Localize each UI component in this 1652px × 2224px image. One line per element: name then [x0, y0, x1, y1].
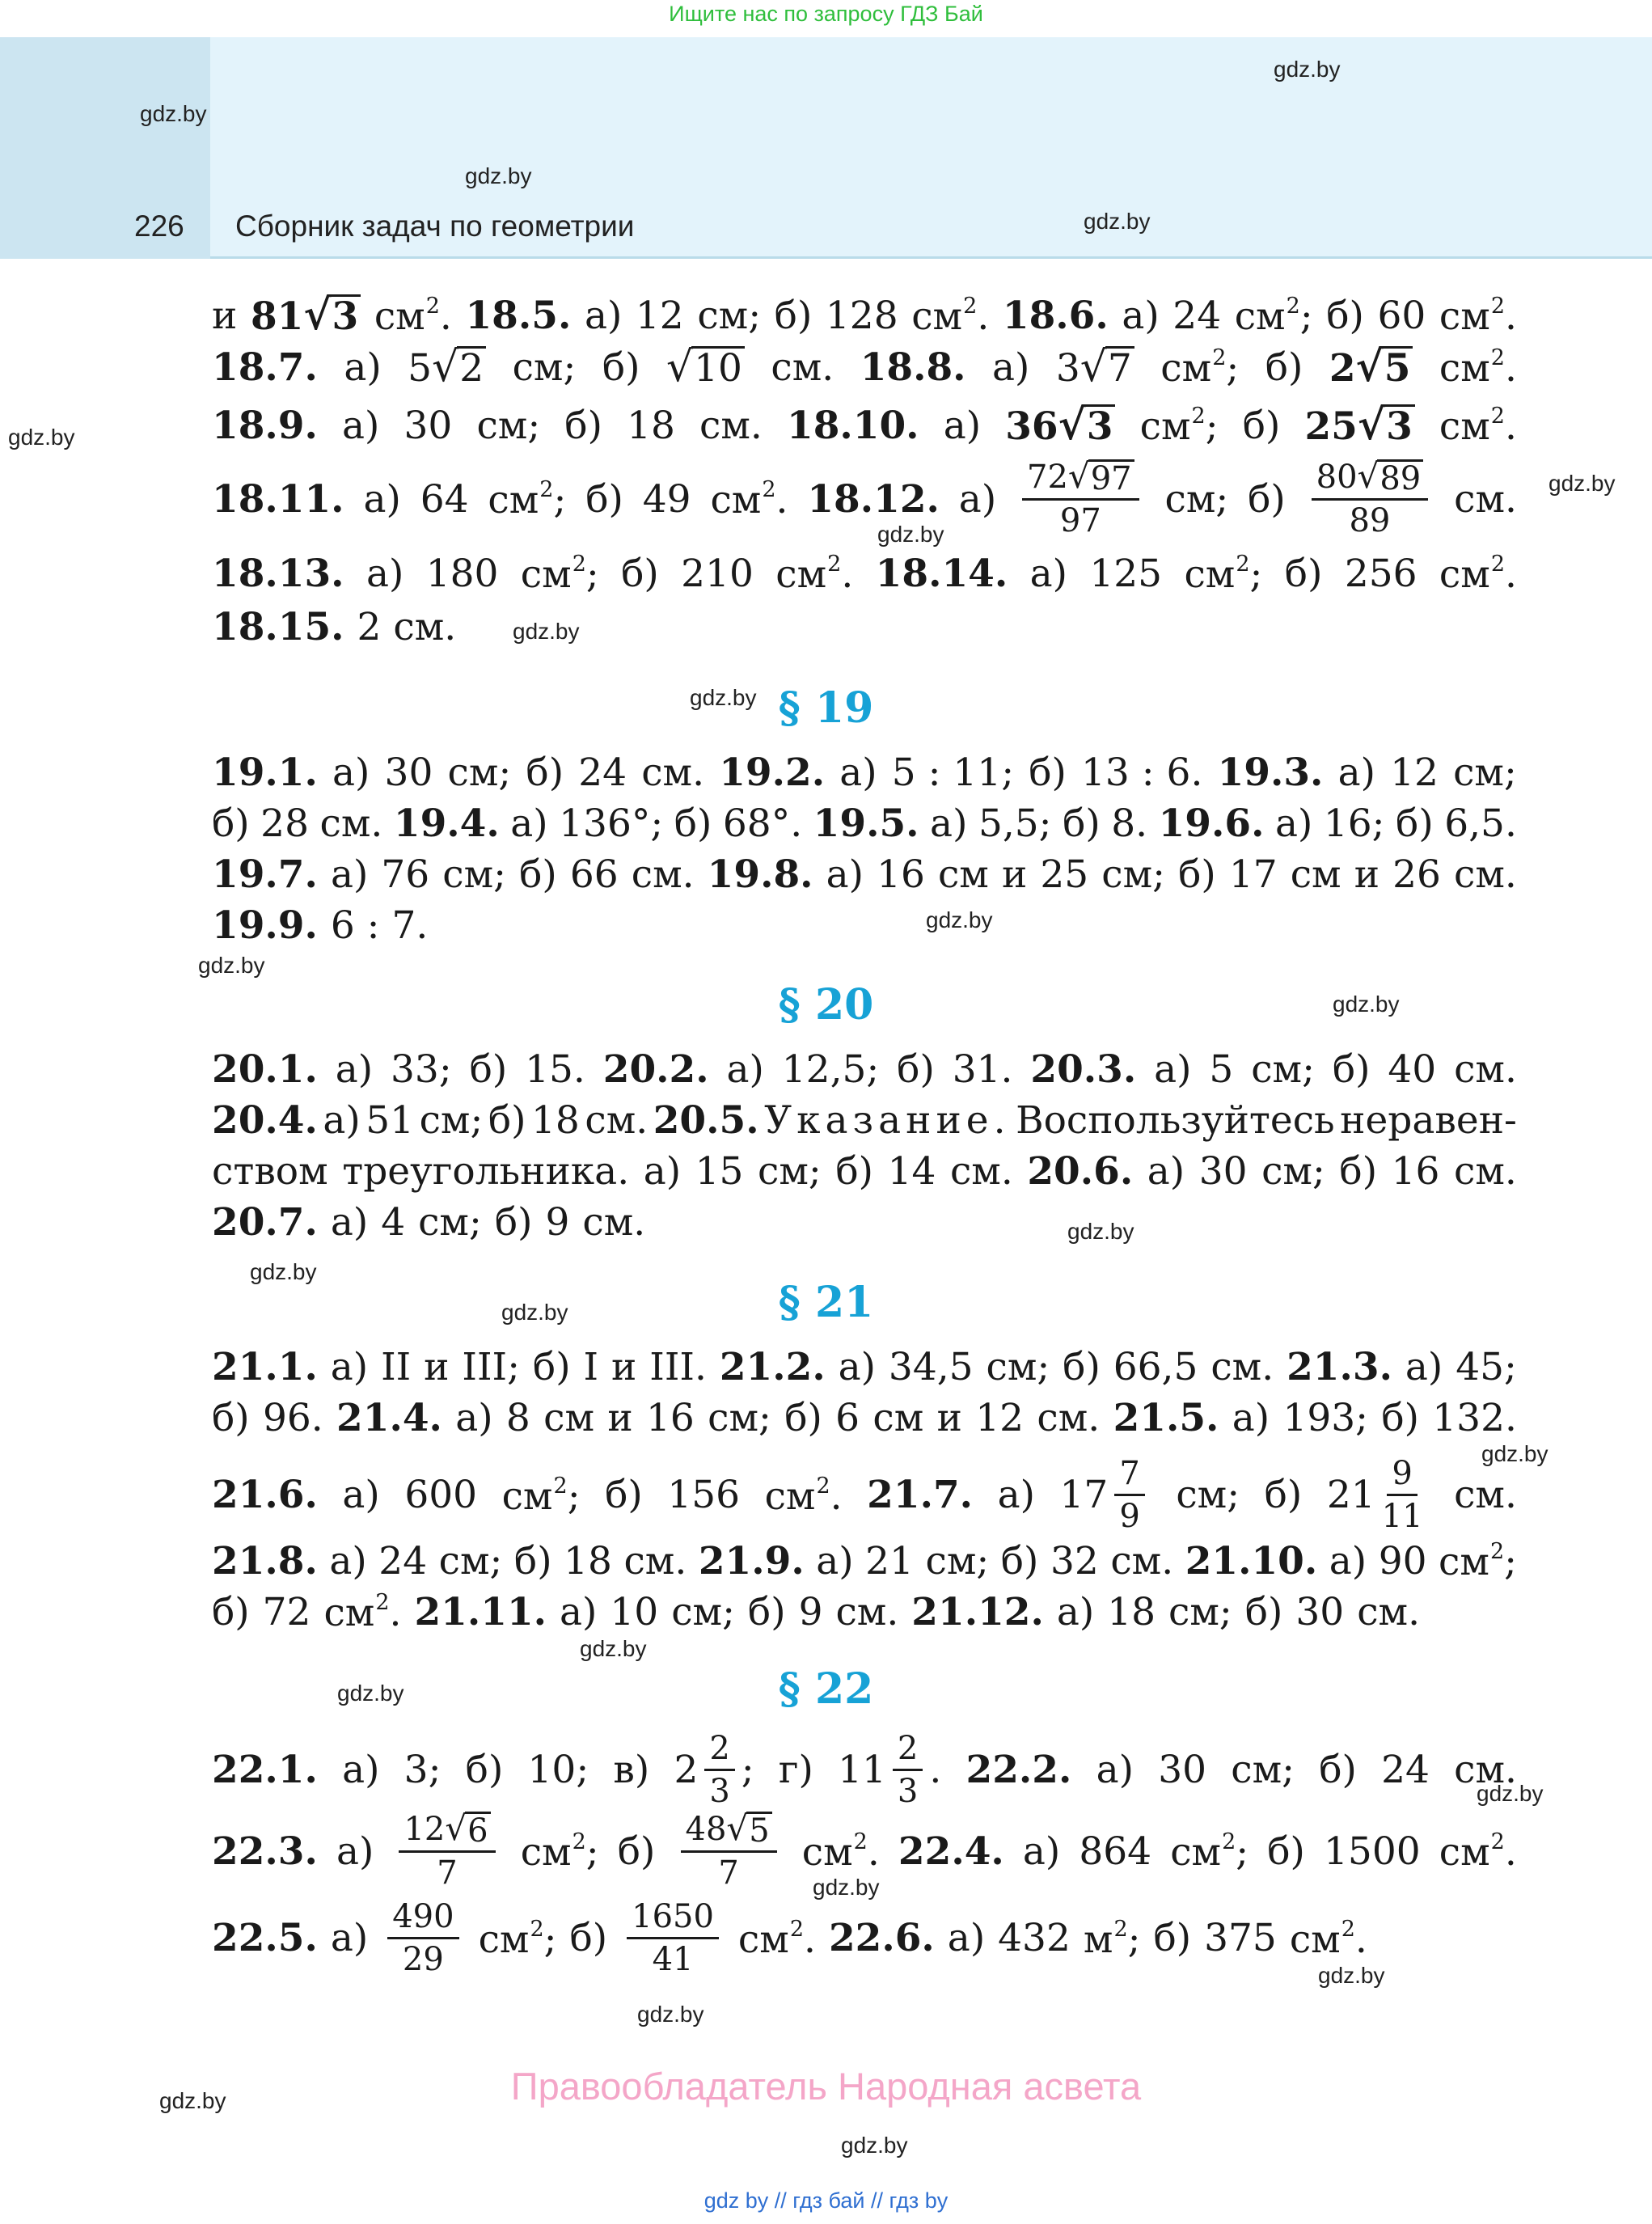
watermark: gdz.by [1548, 471, 1616, 496]
answer-line: ством треугольника. а) 15 см; б) 14 см. 20.6. а) 30 см; б) 16 см. [212, 1149, 1517, 1194]
answer-line: 18.11. а) 64 $см^2$; б) 49 $см^2$. 18.12. а) 72 √ 97 97 см; б) 80 √ 89 89 см. [212, 456, 1517, 539]
answer-line: 22.1. а) 3; б) 10; в) 2 $\frac{2}{3}$ ; г) 11 $\frac{2}{3}$ . 22.2. а) 30 см; б) 24 см. [212, 1730, 1517, 1810]
watermark: gdz.by [1318, 1963, 1385, 1988]
page-number: 226 [134, 209, 184, 243]
watermark: gdz.by [1481, 1441, 1548, 1466]
watermark: gdz.by [637, 2002, 704, 2027]
page-header [0, 37, 1652, 259]
bottom-site-links[interactable]: gdz by // гдз бай // гдз by [703, 2188, 949, 2213]
watermark: gdz.by [250, 1259, 317, 1284]
section-heading: § 21 [778, 1278, 874, 1327]
watermark: gdz.by [841, 2133, 908, 2158]
watermark: gdz.by [1067, 1219, 1134, 1244]
book-title: Сборник задач по геометрии [235, 209, 635, 243]
answer-line: 20.4. а) 51 см; б) 18 см. 20.5. Указание. Воспользуйтесь неравен- [212, 1098, 1517, 1143]
watermark: gdz.by [159, 2088, 226, 2113]
answer-line: 18.13. а) 180 $см^2$; б) 210 $см^2$. 18.14. а) 125 $см^2$; б) 256 $см^2$. [212, 551, 1517, 597]
watermark: gdz.by [465, 163, 532, 188]
watermark: gdz.by [926, 907, 993, 932]
answer-line: 18.15. 2 см. [212, 605, 457, 649]
watermark: gdz.by [140, 101, 207, 126]
answer-line: 18.9. а) 30 см; б) 18 см. 18.10. а) 36 √ 3 $см^2$; б) 25 √ 3 $см^2$. [212, 400, 1517, 450]
watermark: gdz.by [813, 1875, 880, 1900]
watermark: gdz.by [1274, 57, 1341, 82]
answer-line: 21.1. а) II и III; б) I и III. 21.2. а) 34,5 см; б) 66,5 см. 21.3. а) 45; [212, 1345, 1517, 1389]
top-search-link[interactable]: Ищите нас по запросу ГДЗ Бай [669, 2, 983, 26]
answer-line: 20.1. а) 33; б) 15. 20.2. а) 12,5; б) 31. 20.3. а) 5 см; б) 40 см. [212, 1047, 1517, 1092]
answer-line: 22.3. а) 12 √ 6 7 $см^2$; б) 48 √ 5 7 $см^2$. 22.4. а) 864 $см^2$; б) 1500 $см^2$. [212, 1808, 1517, 1892]
answer-line: 22.5. а) $\frac{490}{29}$ $см^2$; б) $\frac{1650}{41}$ $см^2$. 22.6. а) 432 $м^2$; б) 375 $см^2$. [212, 1898, 1367, 1978]
section-heading: § 22 [778, 1664, 874, 1714]
answer-line: б) 72 $см^2$. 21.11. а) 10 см; б) 9 см. 21.12. а) 18 см; б) 30 см. [212, 1589, 1421, 1635]
watermark: gdz.by [580, 1636, 647, 1661]
answer-line: б) 28 см. 19.4. а) 136°; б) 68°. 19.5. а) 5,5; б) 8. 19.6. а) 16; б) 6,5. [212, 801, 1517, 846]
section-heading: § 19 [778, 683, 874, 733]
answer-line: 21.6. а) 600 $см^2$; б) 156 $см^2$. 21.7. а) 17 $\frac{7}{9}$ см; б) 21 $\frac{9}{11}$ см. [212, 1455, 1517, 1535]
answer-line: 19.9. 6 : 7. [212, 903, 429, 948]
watermark: gdz.by [690, 685, 757, 710]
watermark: gdz.by [877, 522, 944, 547]
watermark: gdz.by [337, 1681, 404, 1706]
answer-line: 19.1. а) 30 см; б) 24 см. 19.2. а) 5 : 11; б) 13 : 6. 19.3. а) 12 см; [212, 750, 1517, 795]
watermark: gdz.by [198, 953, 265, 978]
watermark: gdz.by [1333, 991, 1400, 1017]
answer-line: 20.7. а) 4 см; б) 9 см. [212, 1200, 646, 1245]
answer-line: и 81 √ 3 $см^2$. 18.5. а) 12 см; б) 128 $см^2$. 18.6. а) 24 $см^2$; б) 60 $см^2$. [212, 290, 1517, 340]
watermark: gdz.by [501, 1300, 568, 1325]
copyright-owner: Правообладатель Народная асвета [510, 2065, 1142, 2108]
answer-line: 18.7. а) 5 √ 2 см; б) √ 10 см. 18.8. а) 3 √ 7 $см^2$; б) 2 √ 5 $см^2$. [212, 342, 1517, 391]
answer-line: 21.8. а) 24 см; б) 18 см. 21.9. а) 21 см; б) 32 см. 21.10. а) 90 $см^2$; [212, 1538, 1517, 1584]
section-heading: § 20 [778, 980, 874, 1030]
watermark: gdz.by [1084, 209, 1151, 234]
watermark: gdz.by [513, 619, 580, 644]
answer-line: 19.7. а) 76 см; б) 66 см. 19.8. а) 16 см и 25 см; б) 17 см и 26 см. [212, 852, 1517, 897]
watermark: gdz.by [1477, 1781, 1544, 1806]
watermark: gdz.by [8, 425, 75, 450]
answer-line: б) 96. 21.4. а) 8 см и 16 см; б) 6 см и 12 см. 21.5. а) 193; б) 132. [212, 1396, 1517, 1440]
